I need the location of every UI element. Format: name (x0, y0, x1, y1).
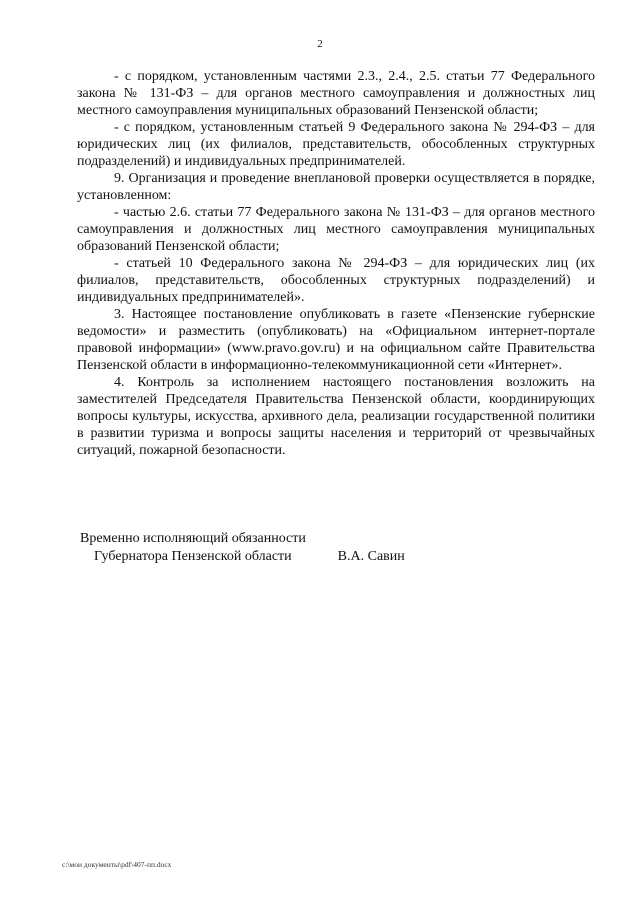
paragraph-unscheduled-inspection: 9. Организация и проведение внеплановой проверки осуществляется в порядке, установленном: (77, 171, 595, 203)
paragraph-order-legal-entities: - с порядком, установленным статьей 9 Федерального закона № 294-ФЗ – для юридических лиц (их филиалов, представительств, обособленных структурных подразделений) и индивидуальных предпринимателей. (77, 120, 595, 169)
paragraph-article-10: - статьей 10 Федерального закона № 294-ФЗ – для юридических лиц (их филиалов, представительств, обособленных структурных подразделений) и индивидуальных предпринимателей». (77, 256, 595, 305)
paragraph-control: 4. Контроль за исполнением настоящего постановления возложить на заместителей Председателя Правительства Пензенской области, координирующих вопросы культуры, искусства, архивного дела, реализации государственной политики в развитии туризма и вопросы защиты населения и территорий от чрезвычайных ситуаций, пожарной безопасности. (77, 375, 595, 458)
document-body (77, 68, 595, 459)
footer-file-path: c:\мои документы\pdf\407-пп.docx (62, 860, 172, 869)
signature-position-line1: Временно исполняющий обязанности (80, 531, 306, 546)
signature-position-line2: Губернатора Пензенской области (94, 549, 292, 564)
paragraph-part-2-6: - частью 2.6. статьи 77 Федерального закона № 131-ФЗ – для органов местного самоуправления и должностных лиц местного самоуправления муниципальных образований Пензенской области; (77, 205, 595, 254)
signature-block (80, 530, 500, 566)
signatory-name: В.А. Савин (337, 549, 405, 564)
paragraph-order-local-government: - с порядком, установленным частями 2.3., 2.4., 2.5. статьи 77 Федерального закона № 131-ФЗ – для органов местного самоуправления и должностных лиц местного самоуправления муниципальных образований Пензенской области; (77, 69, 595, 118)
page-number: 2 (317, 38, 323, 50)
signature-position-line2-row (80, 548, 500, 566)
paragraph-publication: 3. Настоящее постановление опубликовать в газете «Пензенские губернские ведомости» и разместить (опубликовать) на «Официальном интернет-портале правовой информации» (www.pravo.gov.ru) и на официальном сайте Правительства Пензенской области в информационно-телекоммуникационной сети «Интернет». (77, 307, 595, 373)
